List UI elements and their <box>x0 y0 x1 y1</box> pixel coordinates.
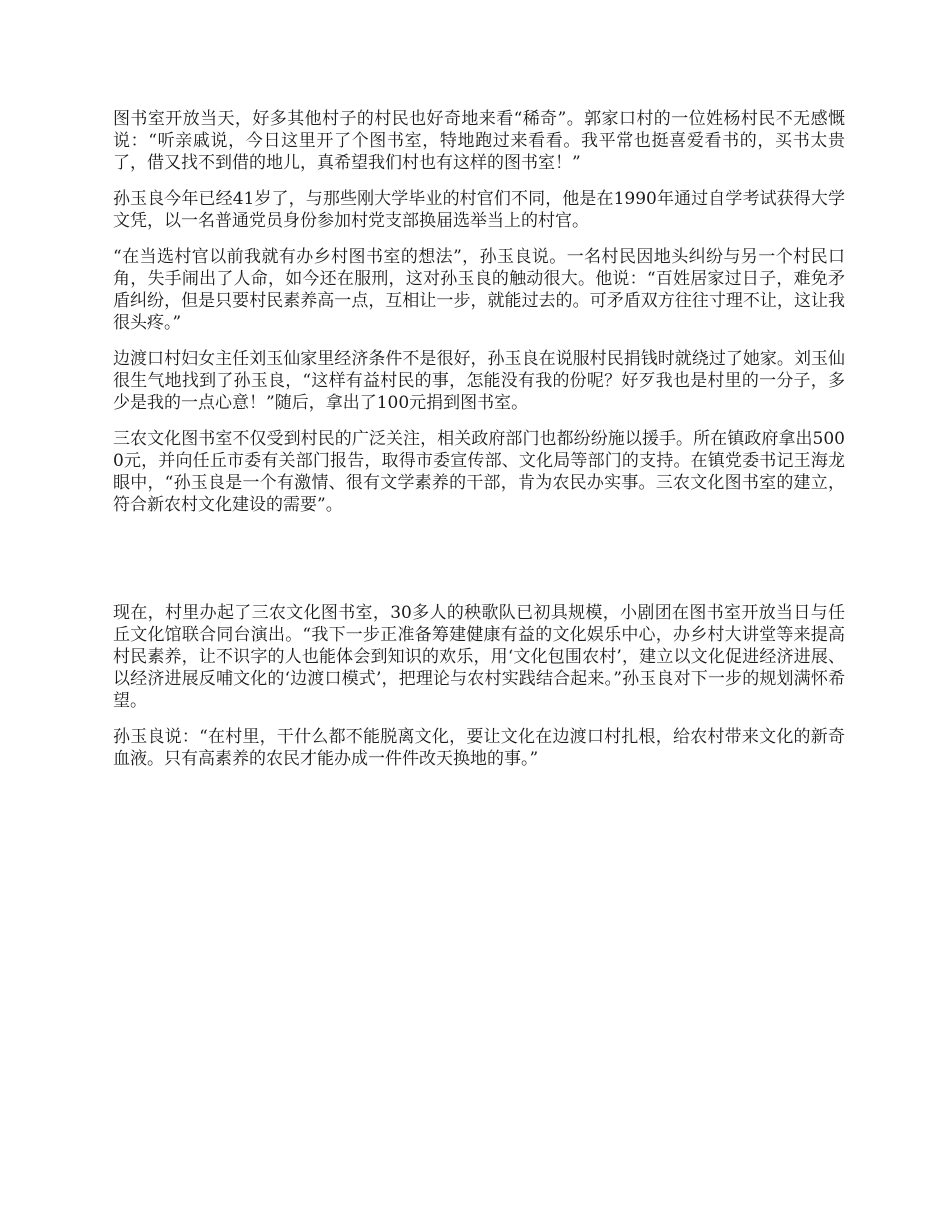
paragraph: 孙玉良今年已经41岁了，与那些刚大学毕业的村官们不同，他是在1990年通过自学考试获得大学文凭，以一名普通党员身份参加村党支部换届选举当上的村官。 <box>113 189 845 231</box>
document-body <box>113 108 845 784</box>
paragraph: 现在，村里办起了三农文化图书室，30多人的秧歌队已初具规模，小剧团在图书室开放当日与任丘文化馆联合同台演出。“我下一步正准备筹建健康有益的文化娱乐中心，办乡村大讲堂等来提高村民素养，让不识字的人也能体会到知识的欢乐，用‘文化包围农村’，建立以文化促进经济进展、以经济进展反哺文化的‘边渡口模式’，把理论与农村实践结合起来。”孙玉良对下一步的规划满怀希望。 <box>113 603 845 711</box>
paragraph: 边渡口村妇女主任刘玉仙家里经济条件不是很好，孙玉良在说服村民捐钱时就绕过了她家。刘玉仙很生气地找到了孙玉良，“这样有益村民的事，怎能没有我的份呢？好歹我也是村里的一分子，多少是我的一点心意！”随后，拿出了100元捐到图书室。 <box>113 349 845 413</box>
paragraph: 图书室开放当天，好多其他村子的村民也好奇地来看“稀奇”。郭家口村的一位姓杨村民不无感慨说：“听亲戚说，今日这里开了个图书室，特地跑过来看看。我平常也挺喜爱看书的，买书太贵了，借又找不到借的地儿，真希望我们村也有这样的图书室！” <box>113 109 845 173</box>
paragraph: 三农文化图书室不仅受到村民的广泛关注，相关政府部门也都纷纷施以援手。所在镇政府拿出5000元，并向任丘市委有关部门报告，取得市委宣传部、文化局等部门的支持。在镇党委书记王海龙眼中，“孙玉良是一个有激情、很有文学素养的干部，肯为农民办实事。三农文化图书室的建立，符合新农村文化建设的需要”。 <box>113 429 845 515</box>
paragraph: “在当选村官以前我就有办乡村图书室的想法”，孙玉良说。一名村民因地头纠纷与另一个村民口角，失手闹出了人命，如今还在服刑，这对孙玉良的触动很大。他说：“百姓居家过日子，难免矛盾纠纷，但是只要村民素养高一点，互相让一步，就能过去的。可矛盾双方往往寸理不让，这让我很头疼。” <box>113 247 845 333</box>
section-gap <box>113 530 845 602</box>
paragraph: 孙玉良说：“在村里，干什么都不能脱离文化，要让文化在边渡口村扎根，给农村带来文化的新奇血液。只有高素养的农民才能办成一件件改天换地的事。” <box>113 727 845 769</box>
